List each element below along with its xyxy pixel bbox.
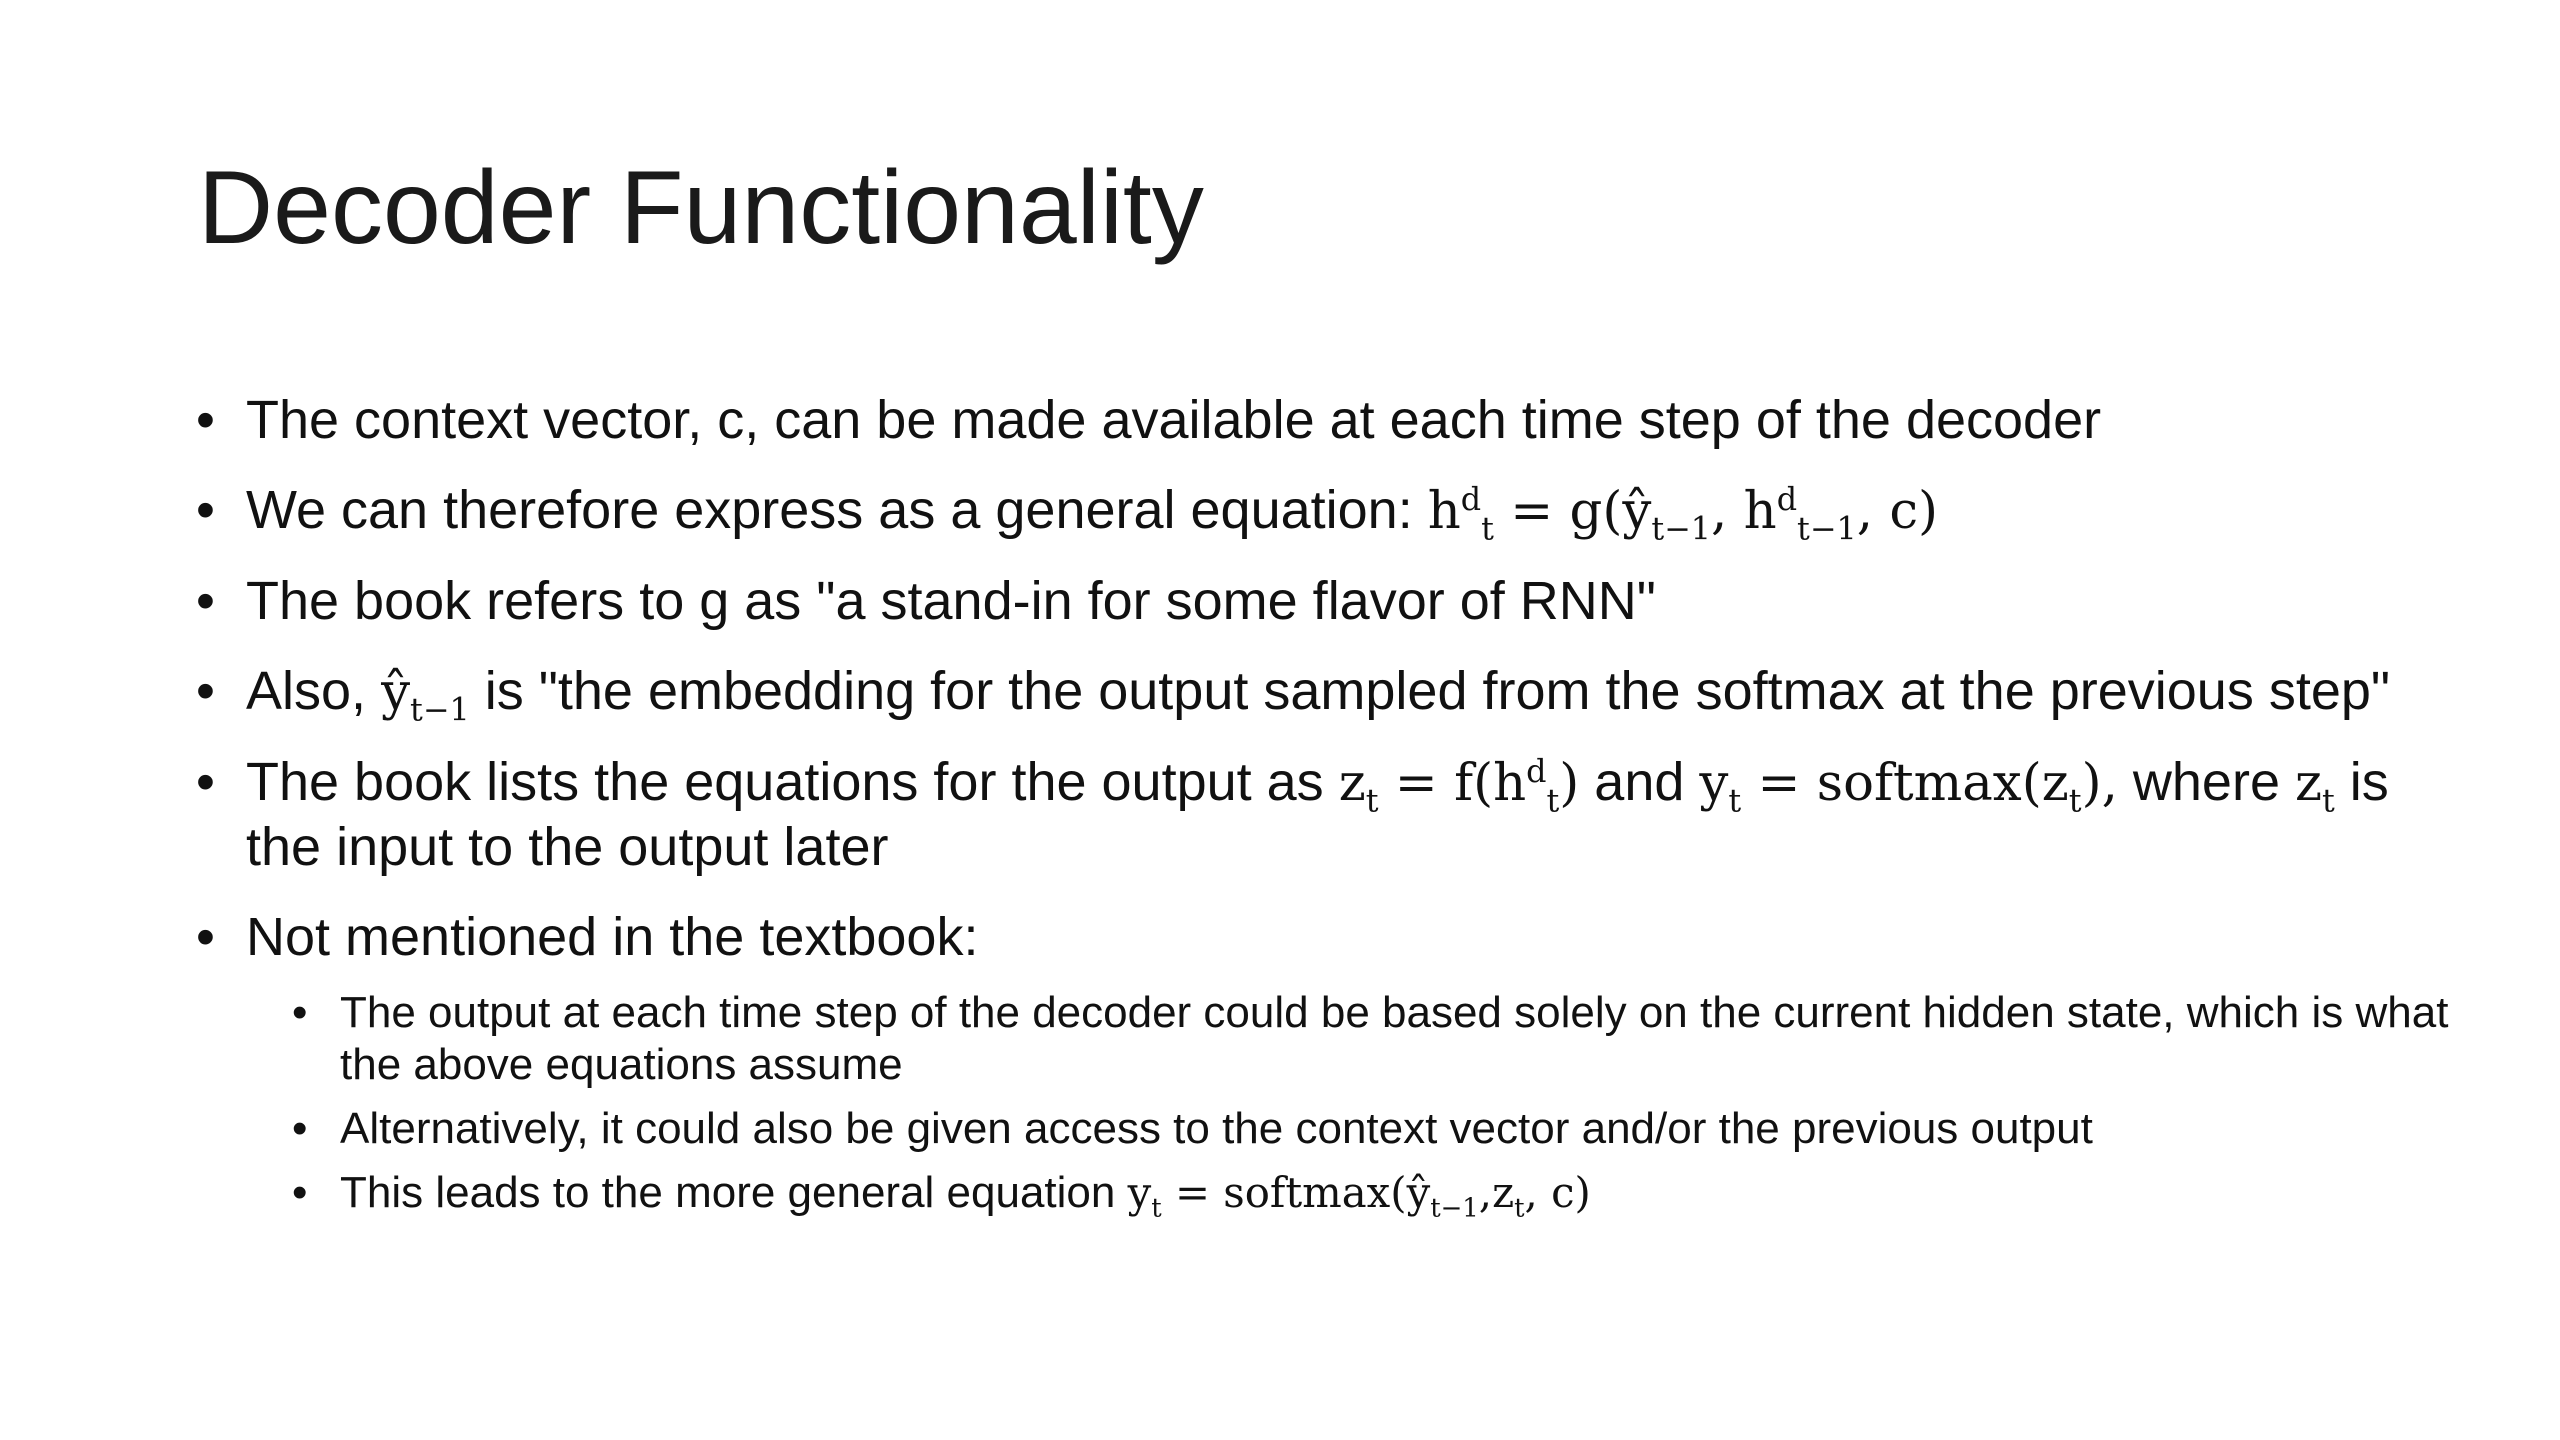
bullet-text: We can therefore express as a general equation: — [246, 480, 1428, 540]
bullet-text: and — [1579, 752, 1700, 812]
bullet-item — [196, 388, 2456, 452]
sub-bullet-text: This leads to the more general equation — [340, 1168, 1128, 1217]
sub-bullet-text: The output at each time step of the decoder could be based solely on the current hidden state, which is what the above equations assume — [340, 988, 2449, 1089]
equation: $z_t$ — [2294, 753, 2335, 820]
slide-title: Decoder Functionality — [198, 150, 1204, 266]
equation: $y_t$ = $softmax(ŷ_{t-1},z_t$, c) — [1127, 1168, 1591, 1224]
bullet-text: The book lists the equations for the output as — [246, 752, 1339, 812]
bullet-text: Also, — [246, 661, 382, 721]
sub-bullet-item — [292, 1167, 2456, 1224]
bullet-item — [196, 569, 2456, 633]
equation: $ŷ_{t-1}$ — [381, 662, 470, 729]
bullet-icon: • — [196, 390, 215, 450]
bullet-icon: • — [196, 907, 215, 967]
bullet-text: The context vector, c, can be made available at each time step of the decoder — [246, 390, 2102, 450]
bullet-icon: • — [196, 571, 215, 631]
bullet-text: is the input to the output later — [246, 752, 2389, 877]
sub-bullet-item — [292, 1103, 2456, 1155]
bullet-text: Not mentioned in the textbook: — [246, 907, 979, 967]
bullet-text: where — [2117, 752, 2295, 812]
bullet-item — [196, 478, 2456, 548]
bullet-item — [196, 905, 2456, 969]
equation: $h^d_t$ = $g(ŷ_{t-1}$, $h^d_{t-1}$, c) — [1427, 480, 1939, 548]
bullet-icon: • — [196, 752, 215, 812]
bullet-list — [196, 388, 2456, 1231]
bullet-icon: • — [196, 661, 215, 721]
bullet-icon: • — [292, 1168, 308, 1217]
sub-bullet-text: Alternatively, it could also be given access to the context vector and/or the previous output — [340, 1104, 2093, 1153]
bullet-item — [196, 750, 2456, 879]
bullet-item — [196, 659, 2456, 729]
equation: $y_t$ = $softmax(z_t)$, — [1699, 753, 2118, 820]
equation: $z_t = f(h^d_t)$ — [1338, 752, 1580, 820]
bullet-text: is "the embedding for the output sampled from the softmax at the previous step" — [469, 661, 2391, 721]
sub-bullet-list — [196, 987, 2456, 1224]
sub-bullet-item — [292, 987, 2456, 1091]
bullet-icon: • — [292, 988, 308, 1037]
bullet-icon: • — [292, 1104, 308, 1153]
bullet-icon: • — [196, 480, 215, 540]
bullet-text: The book refers to g as "a stand-in for some flavor of RNN" — [246, 571, 1656, 631]
